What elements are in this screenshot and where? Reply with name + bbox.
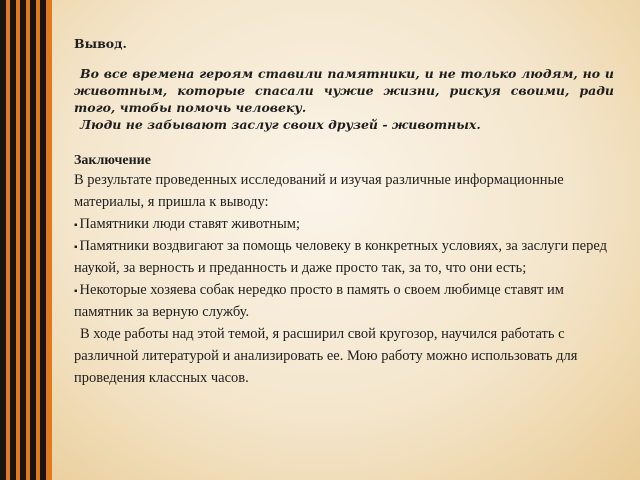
bullet-icon: ▪ <box>74 220 78 231</box>
conclusion-paragraph <box>74 65 614 133</box>
list-item <box>74 235 614 279</box>
list-item <box>74 279 614 323</box>
list-item-text: Памятники воздвигают за помощь человеку в конкретных условиях, за заслуги перед наукой, за верность и преданность и даже просто так, за то, что они есть; <box>74 238 607 276</box>
list-item <box>74 213 614 235</box>
bullet-icon: ▪ <box>74 286 78 297</box>
slide-content <box>74 36 614 389</box>
st-george-ribbon <box>0 0 52 480</box>
list-item-text: Некоторые хозяева собак нередко просто в память о своем любимце ставят им памятник за верную службу. <box>74 282 564 320</box>
conclusion-text-last: Люди не забывают заслуг своих друзей - животных. <box>80 117 481 132</box>
list-item-text: Памятники люди ставят животным; <box>79 216 300 232</box>
summary-heading: Заключение <box>74 153 151 168</box>
bullet-icon: ▪ <box>74 242 78 253</box>
conclusion-text: Во все времена героям ставили памятники, и не только людям, но и животным, которые спасали чужие жизни, рискуя своими, ради того, чтобы помочь человеку. <box>74 66 614 115</box>
conclusion-heading: Вывод. <box>74 36 127 51</box>
summary-outro: В ходе работы над этой темой, я расширил свой кругозор, научился работать с различной литературой и анализировать ее. Мою работу можно использовать для проведения классных часов. <box>74 326 578 386</box>
summary-intro: В результате проведенных исследований и изучая различные информационные материалы, я пришла к выводу: <box>74 172 564 210</box>
summary-list <box>74 213 614 323</box>
